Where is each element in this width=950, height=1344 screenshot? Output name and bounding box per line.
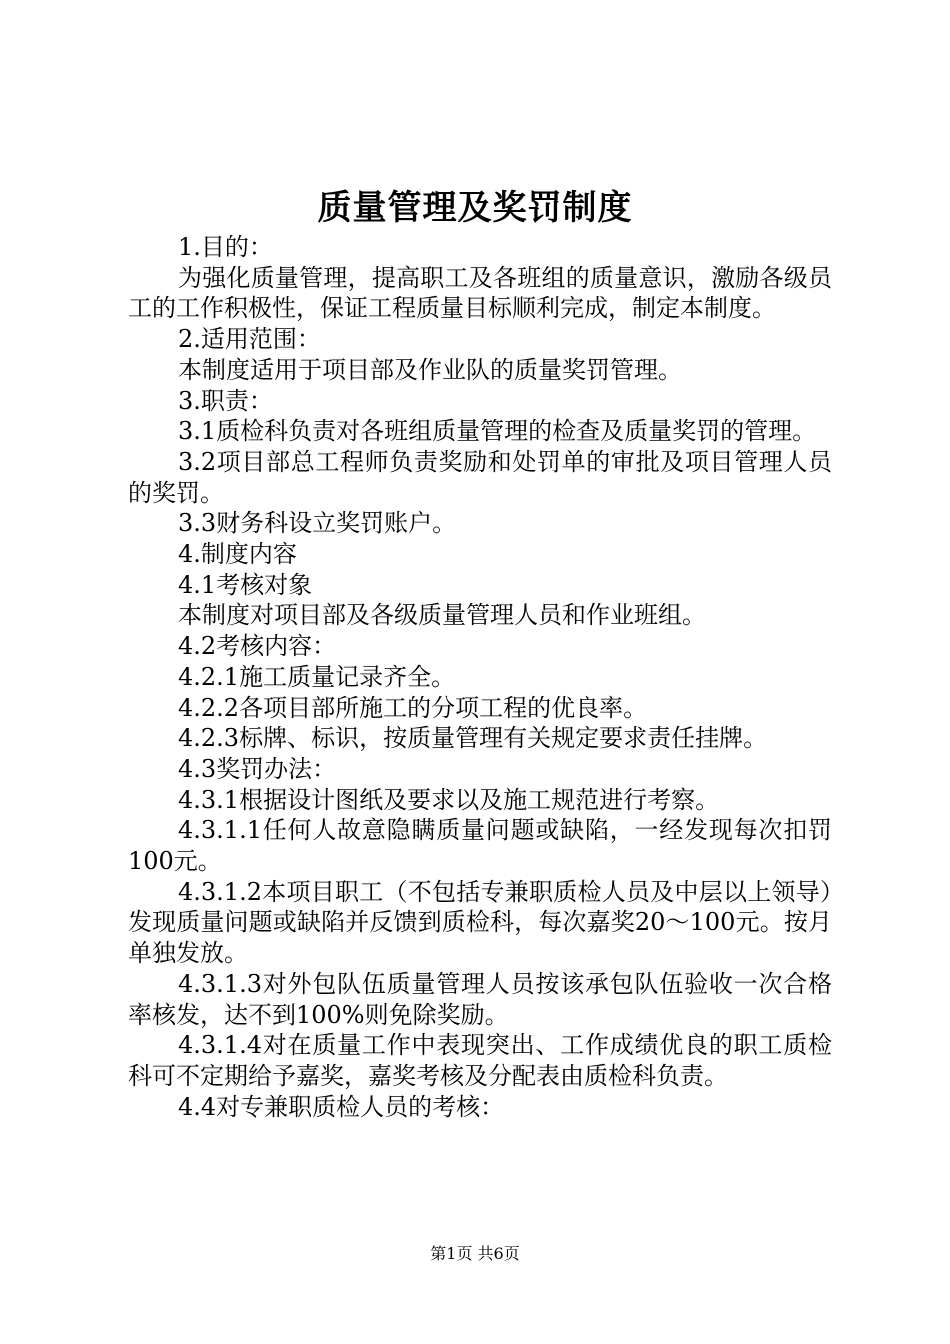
paragraph: 4.3奖罚办法： (178, 754, 337, 783)
paragraph: 1.目的： (178, 233, 273, 261)
paragraph: 3.3财务科设立奖罚账户。 (178, 509, 457, 538)
paragraph: 3.2项目部总工程师负责奖励和处罚单的审批及项目管理人员的奖罚。 (128, 447, 832, 507)
page-number-footer: 第1页 共6页 (430, 1244, 520, 1263)
paragraph: 2.适用范围： (178, 325, 321, 354)
paragraph: 4.2考核内容： (178, 632, 337, 661)
paragraph: 4.1考核对象 (178, 570, 313, 599)
paragraph: 4.2.2各项目部所施工的分项工程的优良率。 (178, 693, 648, 722)
paragraph: 本制度对项目部及各级质量管理人员和作业班组。 (178, 601, 706, 630)
paragraph: 4.2.1施工质量记录齐全。 (178, 662, 456, 691)
paragraph: 4.3.1.1任何人故意隐瞒质量问题或缺陷，一经发现每次扣罚100元。 (128, 816, 832, 876)
paragraph: 为强化质量管理，提高职工及各班组的质量意识，激励各级员工的工作积极性，保证工程质量目标顺利完成，制定本制度。 (128, 263, 832, 323)
paragraph: 4.3.1.3对外包队伍质量管理人员按该承包队伍验收一次合格率核发，达不到100%则免除奖励。 (128, 969, 832, 1029)
paragraph: 本制度适用于项目部及作业队的质量奖罚管理。 (178, 355, 682, 384)
paragraph: 3.1质检科负责对各班组质量管理的检查及质量奖罚的管理。 (178, 417, 817, 446)
paragraph: 4.3.1根据设计图纸及要求以及施工规范进行考察。 (178, 785, 720, 814)
paragraph: 4.制度内容 (178, 540, 297, 569)
paragraph: 3.职责： (178, 386, 273, 415)
document-title: 质量管理及奖罚制度 (317, 188, 633, 228)
paragraph: 4.3.1.4对在质量工作中表现突出、工作成绩优良的职工质检科可不定期给予嘉奖，嘉奖考核及分配表由质检科负责。 (128, 1031, 832, 1090)
paragraph: 4.3.1.2本项目职工（不包括专兼职质检人员及中层以上领导）发现质量问题或缺陷并反馈到质检科，每次嘉奖20～100元。按月单独发放。 (128, 877, 832, 968)
paragraph: 4.4对专兼职质检人员的考核： (178, 1092, 505, 1121)
document-body (128, 232, 832, 1122)
paragraph: 4.2.3标牌、标识，按质量管理有关规定要求责任挂牌。 (178, 724, 768, 753)
